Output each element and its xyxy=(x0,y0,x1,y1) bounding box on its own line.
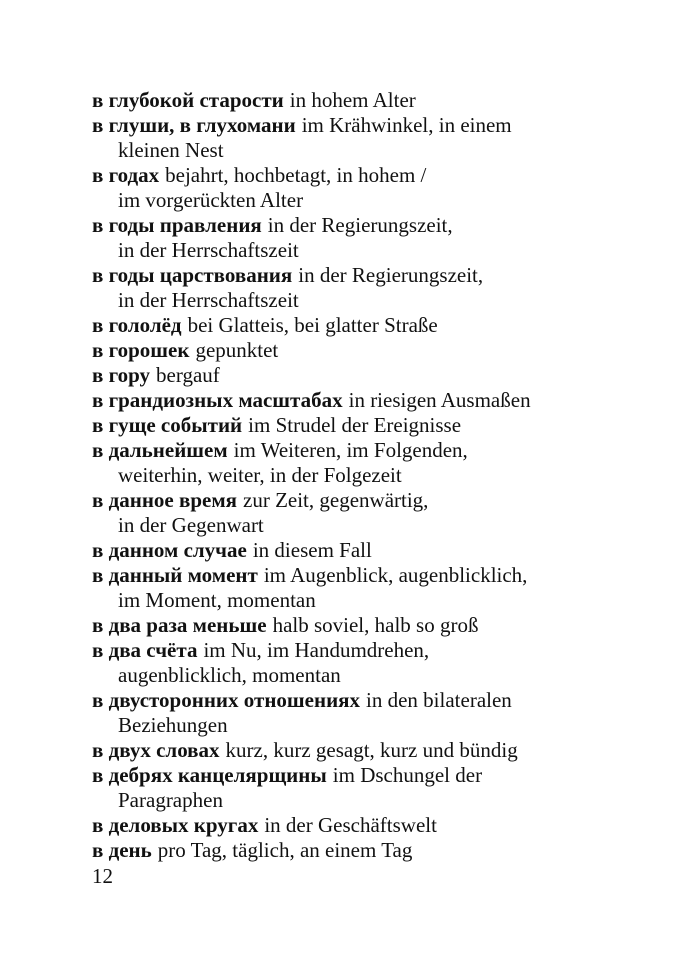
entry-translation: in hohem Alter xyxy=(289,88,416,112)
dictionary-entry xyxy=(92,763,632,813)
entry-term: в дебрях канцелярщины xyxy=(92,763,327,787)
dictionary-entry xyxy=(92,813,632,838)
entry-translation: in riesigen Ausmaßen xyxy=(348,388,531,412)
dictionary-entry xyxy=(92,563,632,613)
dictionary-entry xyxy=(92,538,632,563)
dictionary-entry xyxy=(92,388,632,413)
page-number: 12 xyxy=(92,864,113,888)
entry-term: в гору xyxy=(92,363,151,387)
entry-translation: in der Regierungszeit, xyxy=(298,263,484,287)
entry-translation-continuation: weiterhin, weiter, in der Folgezeit xyxy=(118,463,402,487)
dictionary-entry xyxy=(92,313,632,338)
entry-translation: in diesem Fall xyxy=(252,538,372,562)
dictionary-entry xyxy=(92,438,632,488)
entry-translation: im Strudel der Ereignisse xyxy=(248,413,462,437)
entry-translation: in der Geschäftswelt xyxy=(264,813,437,837)
entry-translation-continuation: im Moment, momentan xyxy=(118,588,316,612)
entry-term: в данном случае xyxy=(92,538,247,562)
dictionary-entry xyxy=(92,488,632,538)
entry-term: в годы царствования xyxy=(92,263,293,287)
entry-term: в день xyxy=(92,838,152,862)
entry-translation: im Augenblick, augenblicklich, xyxy=(263,563,528,587)
entry-list xyxy=(92,88,632,863)
entry-term: в годах xyxy=(92,163,160,187)
dictionary-entry xyxy=(92,363,632,388)
entry-translation-continuation: augenblicklich, momentan xyxy=(118,663,341,687)
dictionary-entry xyxy=(92,213,632,263)
entry-translation-continuation: in der Herrschaftszeit xyxy=(118,288,299,312)
entry-term: в два счёта xyxy=(92,638,198,662)
entry-translation: gepunktet xyxy=(195,338,279,362)
entry-translation: bei Glatteis, bei glatter Straße xyxy=(187,313,438,337)
entry-translation-continuation: in der Gegenwart xyxy=(118,513,264,537)
dictionary-entry xyxy=(92,338,632,363)
entry-term: в глуши, в глухомани xyxy=(92,113,296,137)
dictionary-entry xyxy=(92,638,632,688)
dictionary-entry xyxy=(92,413,632,438)
entry-translation-continuation: Beziehungen xyxy=(118,713,228,737)
entry-term: в грандиозных масштабах xyxy=(92,388,343,412)
entry-term: в двух словах xyxy=(92,738,220,762)
entry-translation-continuation: Paragraphen xyxy=(118,788,223,812)
entry-translation: bergauf xyxy=(156,363,220,387)
entry-translation: in den bilateralen xyxy=(366,688,512,712)
dictionary-entry xyxy=(92,738,632,763)
entry-term: в дальнейшем xyxy=(92,438,228,462)
entry-term: в данное время xyxy=(92,488,237,512)
entry-term: в два раза меньше xyxy=(92,613,267,637)
dictionary-entry xyxy=(92,88,632,113)
dictionary-entry xyxy=(92,838,632,863)
entry-term: в гололёд xyxy=(92,313,182,337)
entry-translation: halb soviel, halb so groß xyxy=(272,613,479,637)
entry-term: в глубокой старости xyxy=(92,88,284,112)
entry-translation: bejahrt, hochbetagt, in hohem / xyxy=(165,163,427,187)
dictionary-page xyxy=(92,88,632,863)
entry-translation-continuation: in der Herrschaftszeit xyxy=(118,238,299,262)
dictionary-entry xyxy=(92,163,632,213)
entry-translation: pro Tag, täglich, an einem Tag xyxy=(157,838,413,862)
entry-translation: im Nu, im Handumdrehen, xyxy=(203,638,430,662)
entry-term: в двусторонних отношениях xyxy=(92,688,361,712)
entry-term: в данный момент xyxy=(92,563,258,587)
dictionary-entry xyxy=(92,688,632,738)
dictionary-entry xyxy=(92,613,632,638)
entry-translation-continuation: kleinen Nest xyxy=(118,138,224,162)
entry-translation: im Krähwinkel, in einem xyxy=(301,113,512,137)
dictionary-entry xyxy=(92,263,632,313)
entry-translation-continuation: im vorgerückten Alter xyxy=(118,188,304,212)
entry-term: в горошек xyxy=(92,338,190,362)
entry-translation: zur Zeit, gegenwärtig, xyxy=(243,488,429,512)
entry-translation: im Dschungel der xyxy=(332,763,483,787)
entry-translation: kurz, kurz gesagt, kurz und bündig xyxy=(225,738,518,762)
entry-translation: im Weiteren, im Folgenden, xyxy=(233,438,468,462)
entry-term: в деловых кругах xyxy=(92,813,259,837)
entry-translation: in der Regierungszeit, xyxy=(267,213,453,237)
entry-term: в гуще событий xyxy=(92,413,243,437)
entry-term: в годы правления xyxy=(92,213,262,237)
dictionary-entry xyxy=(92,113,632,163)
